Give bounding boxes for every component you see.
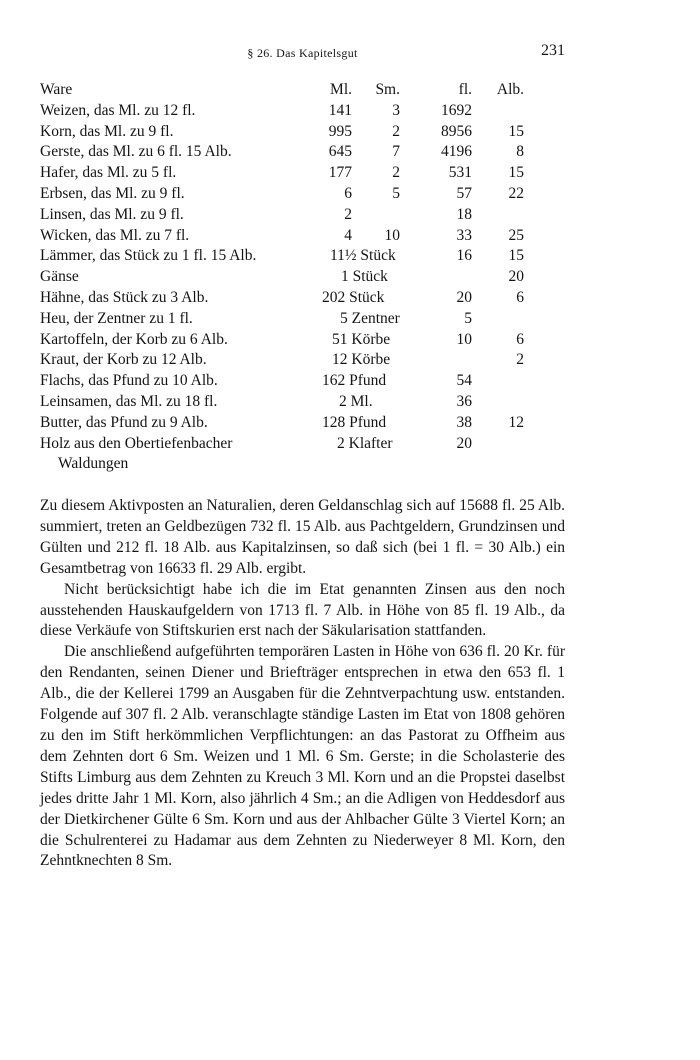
row-fl: 57 [456, 184, 472, 202]
row-item [40, 246, 310, 267]
row-alb [472, 101, 524, 122]
row-quantity [310, 246, 400, 267]
row-item [40, 350, 310, 371]
row-sm: 7 [392, 143, 400, 161]
row-item-continuation: Waldungen [58, 455, 129, 473]
row-item-label: Lämmer, das Stück zu 1 fl. 15 Alb. [40, 247, 257, 265]
row-item [40, 309, 310, 330]
table-row [40, 142, 524, 163]
row-alb: 25 [508, 226, 524, 244]
row-fl: 10 [456, 330, 472, 348]
row-item [40, 142, 310, 163]
row-fl: 8956 [441, 122, 472, 140]
row-item-label: Leinsamen, das Ml. zu 18 fl. [40, 392, 218, 410]
row-quantity [310, 350, 400, 371]
row-alb: 6 [516, 330, 524, 348]
row-item-label: Linsen, das Ml. zu 9 fl. [40, 205, 184, 223]
table-row [40, 101, 524, 122]
row-quantity-label: 202 Stück [322, 288, 385, 306]
row-item-label: Holz aus den Obertiefenbacher [40, 434, 233, 452]
row-alb: 22 [508, 184, 524, 202]
body-text [40, 496, 565, 872]
row-item-label: Wicken, das Ml. zu 7 fl. [40, 226, 190, 244]
row-alb [472, 371, 524, 392]
table-row [40, 309, 524, 330]
row-fl: 38 [456, 413, 472, 431]
row-sm [352, 205, 400, 226]
row-quantity-label: 162 Pfund [322, 372, 387, 390]
row-item [40, 205, 310, 226]
row-sm: 2 [392, 164, 400, 182]
table-row [40, 350, 524, 371]
row-item [40, 288, 310, 309]
row-quantity-label: 11½ Stück [330, 247, 396, 265]
row-alb [472, 434, 524, 476]
row-fl: 4196 [441, 143, 472, 161]
table-row [40, 288, 524, 309]
row-alb [472, 309, 524, 330]
row-alb: 6 [516, 288, 524, 306]
row-item [40, 163, 310, 184]
row-alb [472, 392, 524, 413]
table-row [40, 434, 524, 476]
running-head [40, 42, 565, 62]
row-item-label: Hähne, das Stück zu 3 Alb. [40, 288, 209, 306]
row-item-label: Flachs, das Pfund zu 10 Alb. [40, 372, 218, 390]
row-item [40, 184, 310, 205]
paragraph-1: Zu diesem Aktivposten an Naturalien, deren Geldanschlag sich auf 15688 fl. 25 Alb. summiert, treten an Geldbezügen 732 fl. 15 Alb. aus Pachtgeldern, Grundzinsen und Gülten und 212 fl. 18 Alb. aus Kapitalzinsen, so daß sich (bei 1 fl. = 30 Alb.) ein Gesamtbetrag von 16633 fl. 29 Alb. ergibt. [40, 497, 565, 577]
row-item-label: Kraut, der Korb zu 12 Alb. [40, 351, 207, 369]
table-row [40, 392, 524, 413]
page-number: 231 [541, 42, 565, 59]
row-item-label: Hafer, das Ml. zu 5 fl. [40, 164, 177, 182]
row-ml: 995 [328, 122, 352, 140]
row-item [40, 226, 310, 247]
row-item [40, 122, 310, 143]
row-item [40, 392, 310, 413]
table-row [40, 246, 524, 267]
row-ml: 6 [344, 184, 352, 202]
row-ml: 2 [344, 205, 352, 223]
row-alb: 15 [508, 247, 524, 265]
row-item-label: Erbsen, das Ml. zu 9 fl. [40, 184, 185, 202]
row-ml: 645 [328, 143, 352, 161]
row-alb: 15 [508, 122, 524, 140]
row-alb: 15 [508, 164, 524, 182]
row-alb: 8 [516, 143, 524, 161]
table-row [40, 226, 524, 247]
row-quantity [310, 288, 400, 309]
row-quantity-label: 2 Ml. [339, 392, 373, 410]
running-title: § 26. Das Kapitelsgut [247, 46, 358, 60]
row-item-label: Korn, das Ml. zu 9 fl. [40, 122, 174, 140]
row-item [40, 371, 310, 392]
header-fl: fl. [458, 81, 472, 98]
row-quantity [310, 434, 400, 476]
row-item-label: Butter, das Pfund zu 9 Alb. [40, 413, 208, 431]
table-row [40, 205, 524, 226]
row-alb: 20 [508, 268, 524, 286]
row-quantity-label: 12 Körbe [332, 351, 391, 369]
table-body [40, 101, 524, 475]
row-quantity-label: 1 Stück [341, 268, 388, 286]
header-alb: Alb. [496, 81, 524, 98]
row-fl: 531 [448, 164, 472, 182]
row-sm: 2 [392, 122, 400, 140]
row-item [40, 330, 310, 351]
paragraph-2: Nicht berücksichtigt habe ich die im Etat genannten Zinsen aus den noch ausstehenden Hauskaufgeldern von 1713 fl. 7 Alb. in Höhe von 85 fl. 19 Alb., da diese Verkäufe von Stiftskurien erst nach der Säkularisation stattfanden. [40, 580, 565, 640]
paragraph-3: Die anschließend aufgeführten temporären Lasten in Höhe von 636 fl. 20 Kr. für den Rendanten, seinen Diener und Briefträger entsprechen in etwa den 653 fl. 1 Alb., die der Kellerei 1799 an Ausgaben für die Zehntverpachtung usw. entstanden. Folgende auf 307 fl. 2 Alb. veranschlagte ständige Lasten im Etat von 1808 gehören zu den im Stift herkömmlichen Verpflichtungen: an das Pastorat zu Offheim aus dem Zehnten dort 6 Sm. Weizen und 1 Ml. 6 Sm. Gerste; in die Scholasterie des Stifts Limburg aus dem Zehnten zu Kreuch 3 Ml. Korn und an die Propstei daselbst jedes dritte Jahr 1 Ml. Korn, also jährlich 4 Sm.; an die Adligen von Heddesdorf aus der Dietkirchener Gülte 6 Sm. Korn und aus der Ahlbacher Gülte 3 Viertel Korn; an die Schulrenterei zu Hadamar aus dem Zehnten zu Niederweyer 8 Ml. Korn, den Zehntknechten 8 Sm. [40, 643, 565, 870]
row-quantity-label: 2 Klafter [337, 434, 393, 452]
row-item [40, 267, 310, 288]
row-item-label: Gänse [40, 268, 79, 286]
table-row [40, 122, 524, 143]
row-item-label: Gerste, das Ml. zu 6 fl. 15 Alb. [40, 143, 232, 161]
row-quantity-label: 5 Zentner [340, 309, 400, 327]
row-item-label: Weizen, das Ml. zu 12 fl. [40, 101, 196, 119]
row-item [40, 413, 310, 434]
row-fl: 33 [456, 226, 472, 244]
row-item [40, 434, 310, 476]
row-item [40, 101, 310, 122]
row-fl: 20 [456, 288, 472, 306]
header-ml: Ml. [330, 81, 352, 98]
row-sm: 10 [384, 226, 400, 244]
row-quantity-label: 51 Körbe [332, 330, 391, 348]
row-fl [400, 350, 472, 371]
row-fl: 20 [456, 434, 472, 452]
row-fl: 18 [456, 205, 472, 223]
row-fl: 16 [456, 247, 472, 265]
row-quantity [310, 309, 400, 330]
table-row [40, 413, 524, 434]
row-quantity [310, 267, 400, 288]
table-row [40, 184, 524, 205]
commodity-table [40, 80, 524, 475]
row-quantity [310, 413, 400, 434]
row-ml: 4 [344, 226, 352, 244]
row-quantity [310, 392, 400, 413]
header-item: Ware [40, 81, 73, 98]
header-sm: Sm. [375, 81, 400, 98]
row-item-label: Kartoffeln, der Korb zu 6 Alb. [40, 330, 228, 348]
table-row [40, 267, 524, 288]
row-quantity [310, 330, 400, 351]
table-row [40, 163, 524, 184]
table-header-row [40, 80, 524, 101]
row-item-label: Heu, der Zentner zu 1 fl. [40, 309, 193, 327]
row-fl: 54 [456, 372, 472, 390]
row-alb: 12 [508, 413, 524, 431]
row-fl: 36 [456, 392, 472, 410]
row-ml: 141 [328, 101, 352, 119]
row-quantity-label: 128 Pfund [322, 413, 387, 431]
row-fl: 1692 [441, 101, 472, 119]
row-sm: 5 [392, 184, 400, 202]
row-alb: 2 [516, 351, 524, 369]
row-fl: 5 [464, 309, 472, 327]
table-row [40, 330, 524, 351]
row-sm: 3 [392, 101, 400, 119]
row-fl [400, 267, 472, 288]
row-alb [472, 205, 524, 226]
table-row [40, 371, 524, 392]
row-quantity [310, 371, 400, 392]
row-ml: 177 [328, 164, 352, 182]
